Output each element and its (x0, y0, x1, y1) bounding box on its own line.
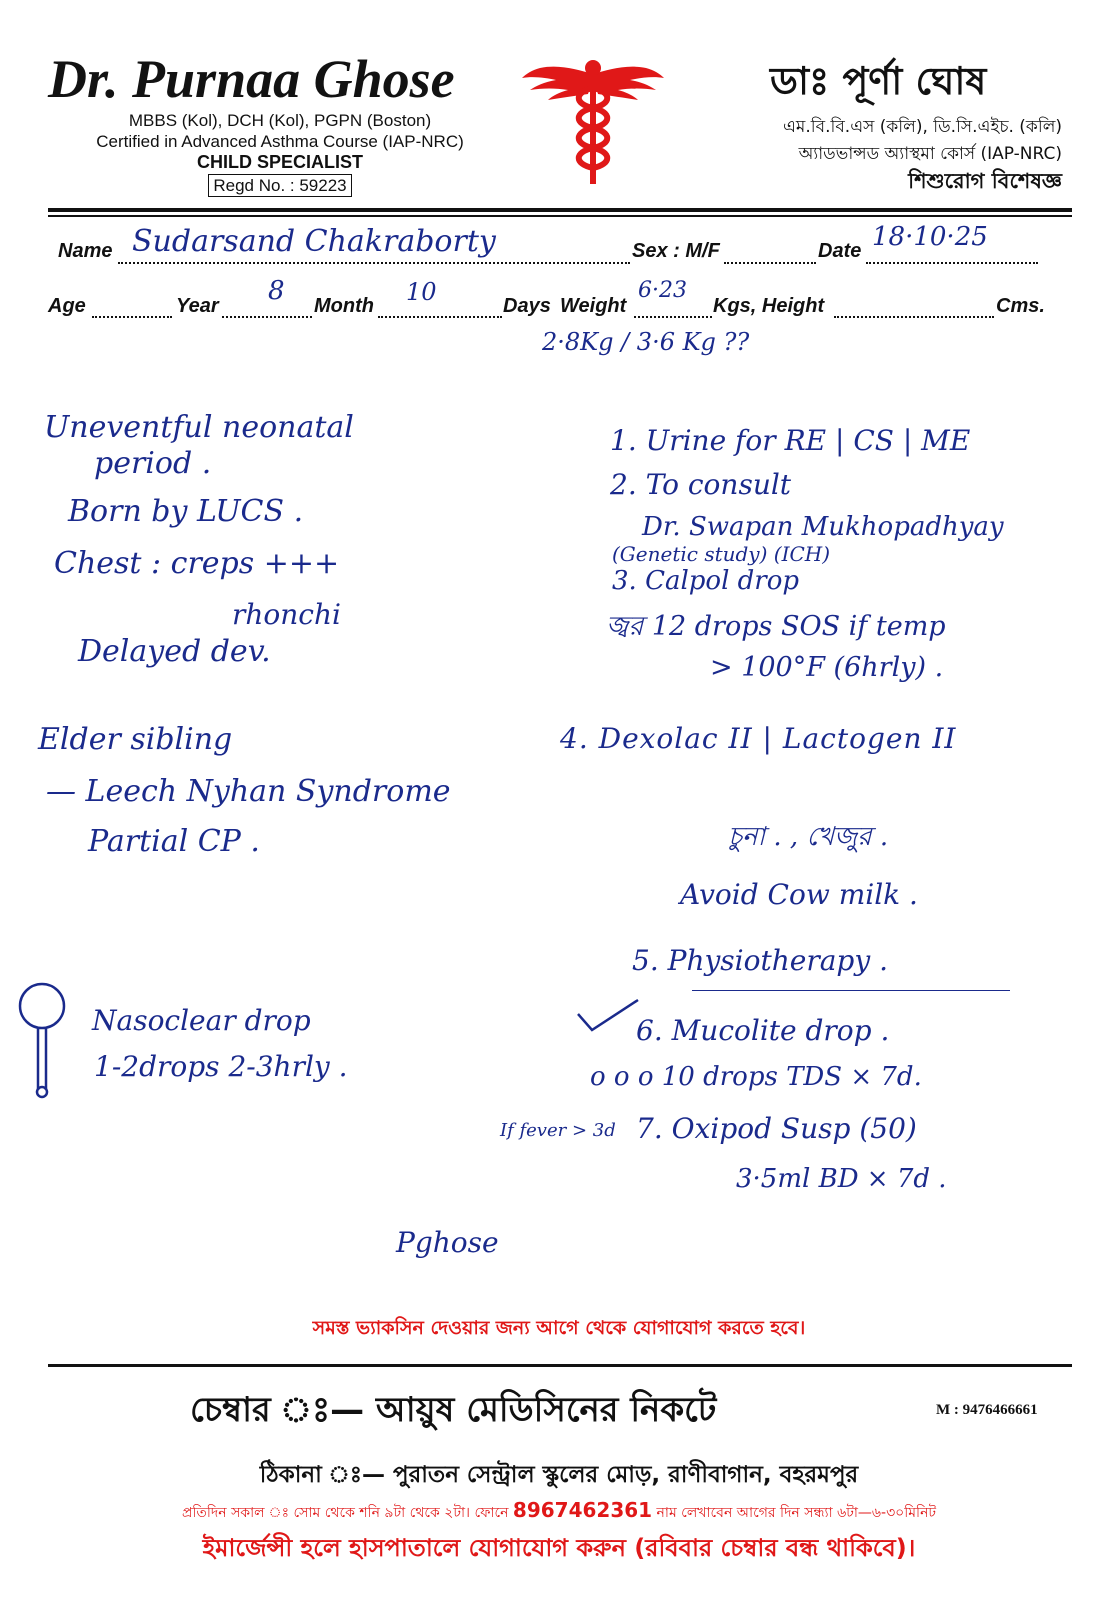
doctor-name-bn: ডাঃ পূর্ণা ঘোষ (770, 59, 987, 103)
note-line: Partial CP . (88, 824, 260, 859)
clinic-timing (0, 1498, 1118, 1525)
booking-phone: 8967462361 (512, 1498, 653, 1522)
rx-line: 3·5ml BD × 7d . (736, 1164, 947, 1194)
weight-value: 6·23 (638, 278, 687, 303)
rx-line: Avoid Cow milk . (680, 878, 918, 911)
note-line: Chest : creps +++ (54, 546, 340, 581)
age-label: Age (48, 295, 86, 317)
age-dotted-line (92, 316, 172, 318)
note-line: period . (94, 446, 212, 481)
check-mark-icon (574, 996, 644, 1036)
physio-underline (692, 990, 1010, 991)
patient-name: Sudarsand Chakraborty (132, 224, 496, 259)
name-label: Name (58, 240, 113, 262)
note-line: Born by LUCS . (68, 494, 304, 529)
rx-line: 7. Oxipod Susp (50) (636, 1112, 917, 1145)
rx-line: জ্বর 12 drops SOS if temp (606, 611, 946, 642)
header-credentials-bn (720, 114, 1062, 195)
cms-label: Cms. (996, 295, 1045, 317)
certification-bn: অ্যাডভান্সড অ্যাস্থমা কোর্স (IAP-NRC) (798, 144, 1062, 164)
sex-dotted-line (724, 262, 816, 264)
rx-line: 3. Calpol drop (612, 566, 800, 596)
kgs-height-label: Kgs, Height (713, 295, 825, 317)
name-dotted-line (118, 262, 630, 264)
clinic-address: ঠিকানা ঃ— পুরাতন সেন্ট্রাল স্কুলের মোড়, রাণীবাগান, বহরমপুর (259, 1462, 859, 1488)
month-dotted-line (378, 316, 502, 318)
date-value: 18·10·25 (872, 222, 988, 252)
days-label: Days (503, 295, 551, 317)
rx-line: 5. Physiotherapy . (632, 944, 888, 977)
month-value: 10 (406, 278, 437, 306)
date-label: Date (818, 240, 862, 262)
note-line: Delayed dev. (78, 634, 271, 669)
year-dotted-line (222, 316, 312, 318)
note-line: rhonchi (232, 598, 341, 631)
specialty-bn: শিশুরোগ বিশেষজ্ঞ (908, 169, 1062, 193)
sex-label: Sex : M/F (632, 240, 720, 262)
rx-line: 1. Urine for RE | CS | ME (610, 424, 971, 457)
note-line: 1-2drops 2-3hrly . (94, 1050, 348, 1083)
rx-line: > 100°F (6hrly) . (710, 652, 944, 683)
note-line: Nasoclear drop (92, 1004, 311, 1037)
timing-text-booking: নাম লেখাবেন আগের দিন সন্ধ্যা ৬টা—৬-৩০মিনিট (656, 1505, 937, 1521)
caduceus-icon (520, 58, 666, 186)
header-divider-thin (48, 215, 1072, 217)
rx-line: (Genetic study) (ICH) (612, 542, 831, 566)
specialty-en: CHILD SPECIALIST (196, 152, 363, 172)
rx-line: If fever > 3d (500, 1120, 616, 1141)
weight-dotted-line (634, 316, 712, 318)
qualifications-en: MBBS (Kol), DCH (Kol), PGPN (Boston) (128, 111, 432, 130)
dropper-icon (14, 982, 70, 1102)
chamber-location: চেম্বার ঃ— আয়ুষ মেডিসিনের নিকটে (190, 1390, 717, 1430)
registration-number: Regd No. : 59223 (208, 174, 351, 197)
timing-text: প্রতিদিন সকাল ঃ সোম থেকে শনি ৯টা থেকে ২টা। ফোনে (181, 1505, 509, 1521)
year-value: 8 (268, 276, 285, 306)
footer-divider (48, 1364, 1072, 1367)
note-line: Elder sibling (38, 722, 233, 757)
date-dotted-line (866, 262, 1038, 264)
height-dotted-line (834, 316, 994, 318)
doctor-signature: Pghose (396, 1226, 499, 1259)
note-line: Uneventful neonatal (44, 410, 354, 445)
rx-line: 2. To consult (610, 468, 792, 501)
header-credentials-en (50, 110, 510, 197)
emergency-notice: ইমার্জেন্সী হলে হাসপাতালে যোগাযোগ করুন (রবিবার চেম্বার বন্ধ থাকিবে)। (202, 1534, 916, 1562)
month-label: Month (314, 295, 374, 317)
rx-line: Dr. Swapan Mukhopadhyay (642, 512, 1004, 542)
note-line: — Leech Nyhan Syndrome (46, 774, 451, 809)
weight-label: Weight (560, 295, 627, 317)
qualifications-bn: এম.বি.বি.এস (কলি), ডি.সি.এইচ. (কলি) (782, 117, 1062, 137)
doctor-name-en: Dr. Purnaa Ghose (48, 49, 455, 109)
rx-line: চুনা . , খেজুর . (728, 822, 889, 852)
weight-note: 2·8Kg / 3·6 Kg ?? (542, 328, 750, 356)
header-divider (48, 208, 1072, 212)
rx-line: 4. Dexolac II | Lactogen II (560, 722, 957, 755)
rx-line: 6. Mucolite drop . (636, 1014, 890, 1047)
mobile-number: M : 9476466661 (936, 1402, 1038, 1418)
year-label: Year (176, 295, 219, 317)
vaccine-notice: সমস্ত ভ্যাকসিন দেওয়ার জন্য আগে থেকে যোগাযোগ করতে হবে। (312, 1317, 806, 1339)
rx-line: o o o 10 drops TDS × 7d. (590, 1062, 922, 1092)
certification-en: Certified in Advanced Asthma Course (IAP-NRC) (96, 132, 464, 151)
